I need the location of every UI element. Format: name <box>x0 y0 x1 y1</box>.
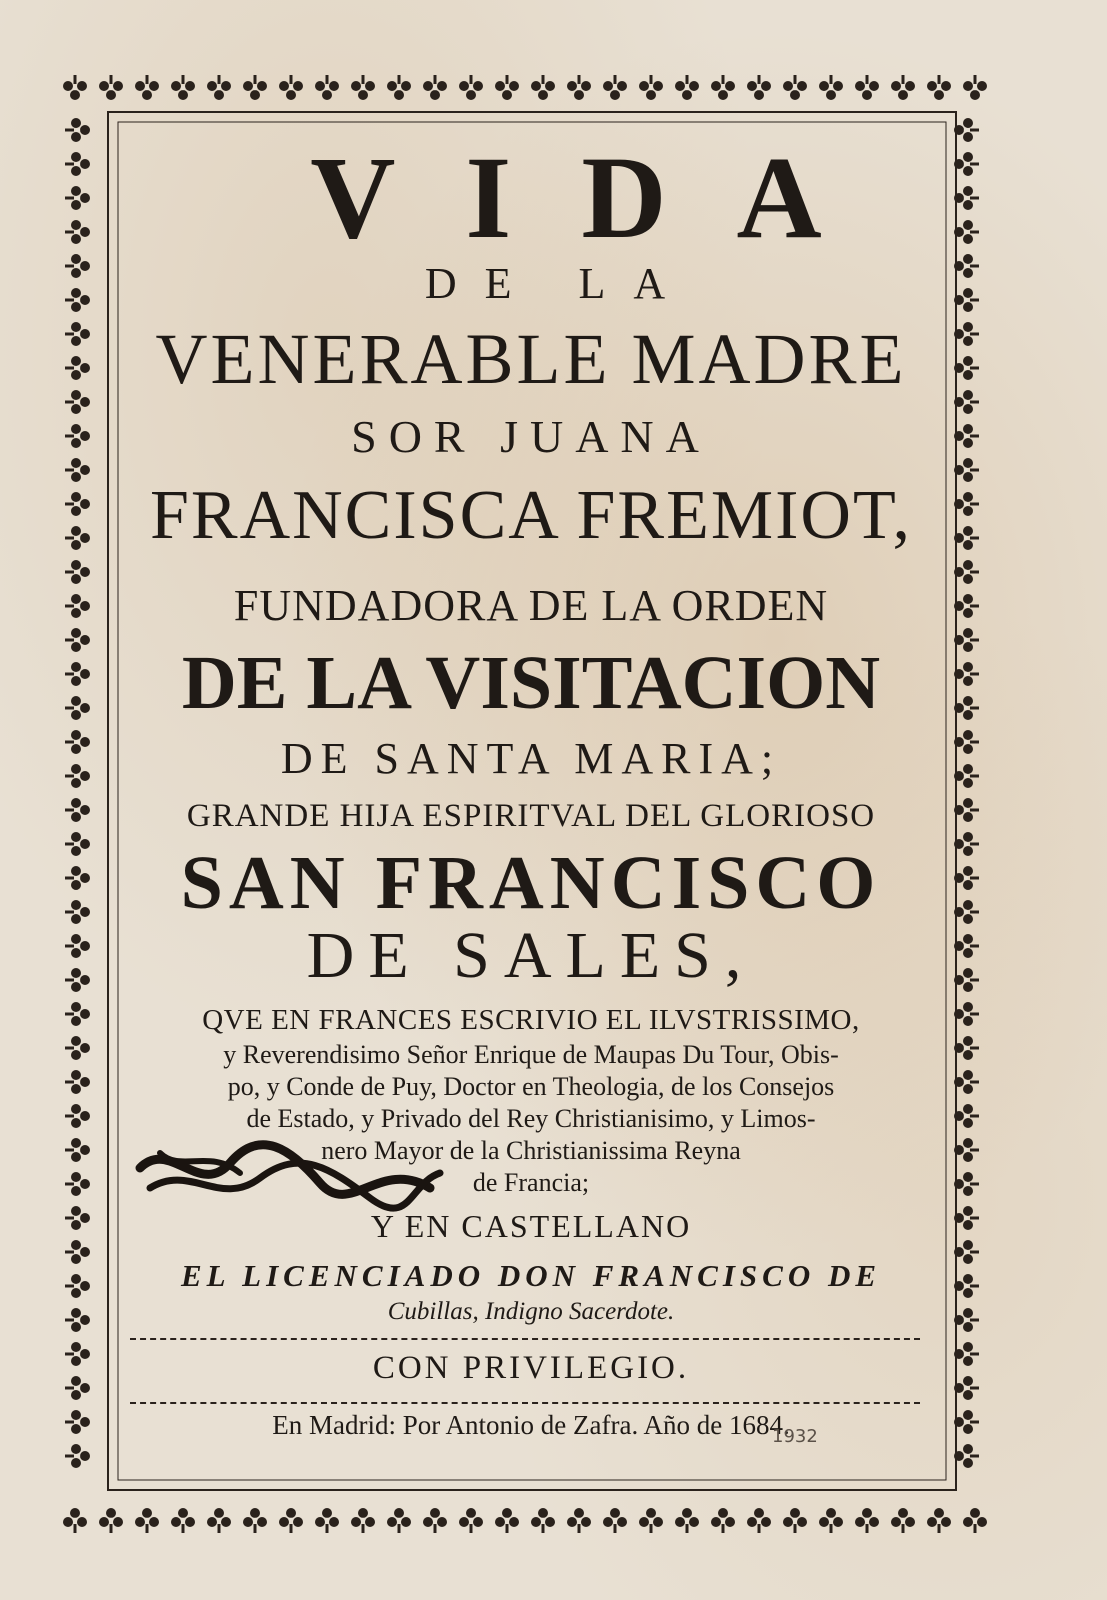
fleuron-ornament <box>99 75 123 100</box>
fleuron-ornament <box>531 1508 555 1533</box>
title-line-santa-maria: DE SANTA MARIA; <box>280 734 782 783</box>
fleuron-ornament <box>954 1002 979 1026</box>
fleuron-ornament <box>171 1508 195 1533</box>
fleuron-ornament <box>954 1376 979 1400</box>
fleuron-ornament <box>65 866 90 890</box>
fleuron-ornament <box>954 1206 979 1230</box>
fleuron-ornament <box>954 458 979 482</box>
fleuron-ornament <box>65 492 90 516</box>
fleuron-ornament <box>459 75 483 100</box>
fleuron-ornament <box>65 560 90 584</box>
fleuron-ornament <box>603 1508 627 1533</box>
fleuron-ornament <box>567 75 591 100</box>
fleuron-ornament <box>243 75 267 100</box>
fleuron-ornament <box>65 1342 90 1366</box>
accession-note: 1932 <box>772 1426 818 1447</box>
fleuron-ornament <box>954 526 979 550</box>
fleuron-ornament <box>65 526 90 550</box>
translator-line: EL LICENCIADO DON FRANCISCO DE <box>180 1258 882 1293</box>
fleuron-ornament <box>891 1508 915 1533</box>
imprint-line: En Madrid: Por Antonio de Zafra. Año de 1684. <box>272 1410 790 1440</box>
fleuron-ornament <box>65 390 90 414</box>
fleuron-ornament <box>639 1508 663 1533</box>
title-text-block <box>120 118 942 1488</box>
fleuron-ornament <box>639 75 663 100</box>
fleuron-ornament <box>65 152 90 176</box>
fleuron-ornament <box>747 75 771 100</box>
fleuron-ornament <box>891 75 915 100</box>
author-line-2: po, y Conde de Puy, Doctor en Theologia, de los Consejos <box>227 1072 835 1101</box>
fleuron-ornament <box>65 628 90 652</box>
fleuron-ornament <box>954 594 979 618</box>
title-line-fundadora: FUNDADORA DE LA ORDEN <box>233 581 829 630</box>
fleuron-ornament <box>65 934 90 958</box>
fleuron-ornament <box>65 1444 90 1468</box>
fleuron-ornament <box>423 1508 447 1533</box>
fleuron-ornament <box>65 288 90 312</box>
fleuron-ornament <box>243 1508 267 1533</box>
fleuron-ornament <box>65 1206 90 1230</box>
fleuron-ornament <box>954 1308 979 1332</box>
fleuron-ornament <box>531 75 555 100</box>
fleuron-ornament <box>207 1508 231 1533</box>
fleuron-ornament <box>65 1070 90 1094</box>
fleuron-ornament <box>954 968 979 992</box>
fleuron-ornament <box>65 1104 90 1128</box>
fleuron-ornament <box>171 75 195 100</box>
fleuron-ornament <box>927 1508 951 1533</box>
fleuron-ornament <box>954 424 979 448</box>
fleuron-ornament <box>207 75 231 100</box>
title-line-francisca: FRANCISCA FREMIOT, <box>149 477 913 554</box>
title-line-de-sales: DE SALES, <box>306 919 756 992</box>
fleuron-ornament <box>954 1172 979 1196</box>
fleuron-ornament <box>495 75 519 100</box>
fleuron-ornament <box>954 662 979 686</box>
fleuron-ornament <box>65 1410 90 1434</box>
main-title: VIDA <box>310 132 892 263</box>
fleuron-ornament <box>954 1104 979 1128</box>
fleuron-ornament <box>65 798 90 822</box>
fleuron-ornament <box>783 75 807 100</box>
fleuron-ornament <box>675 75 699 100</box>
fleuron-ornament <box>954 1070 979 1094</box>
translation-line: Y EN CASTELLANO <box>370 1208 692 1244</box>
fleuron-ornament <box>65 1138 90 1162</box>
fleuron-ornament <box>954 356 979 380</box>
fleuron-ornament <box>65 322 90 346</box>
fleuron-ornament <box>963 75 987 100</box>
fleuron-ornament <box>954 1274 979 1298</box>
fleuron-ornament <box>65 696 90 720</box>
fleuron-ornament <box>65 424 90 448</box>
fleuron-ornament <box>135 75 159 100</box>
privilege-line: CON PRIVILEGIO. <box>372 1350 690 1386</box>
divider-top <box>130 1338 920 1340</box>
fleuron-ornament <box>954 1240 979 1264</box>
fleuron-ornament <box>954 1342 979 1366</box>
fleuron-ornament <box>423 75 447 100</box>
fleuron-ornament <box>567 1508 591 1533</box>
fleuron-ornament <box>315 75 339 100</box>
fleuron-ornament <box>855 1508 879 1533</box>
fleuron-ornament <box>135 1508 159 1533</box>
title-line-visitacion: DE LA VISITACION <box>181 641 881 725</box>
fleuron-ornament <box>279 1508 303 1533</box>
fleuron-ornament <box>495 1508 519 1533</box>
fleuron-ornament <box>65 458 90 482</box>
fleuron-ornament <box>819 75 843 100</box>
fleuron-ornament <box>65 220 90 244</box>
fleuron-ornament <box>65 764 90 788</box>
fleuron-ornament <box>65 1036 90 1060</box>
fleuron-ornament <box>65 356 90 380</box>
author-line-4: nero Mayor de la Christianissima Reyna <box>321 1136 741 1165</box>
title-line-san-francisco: SAN FRANCISCO <box>180 841 882 925</box>
fleuron-ornament <box>387 1508 411 1533</box>
fleuron-ornament <box>65 186 90 210</box>
fleuron-ornament <box>927 75 951 100</box>
fleuron-ornament <box>65 1308 90 1332</box>
title-line-de-la: DE LA <box>424 259 694 308</box>
fleuron-ornament <box>65 1002 90 1026</box>
fleuron-ornament <box>954 1036 979 1060</box>
fleuron-ornament <box>65 1240 90 1264</box>
fleuron-ornament <box>65 1376 90 1400</box>
fleuron-ornament <box>954 798 979 822</box>
fleuron-ornament <box>747 1508 771 1533</box>
fleuron-ornament <box>954 696 979 720</box>
fleuron-ornament <box>65 968 90 992</box>
title-line-grande-hija: GRANDE HIJA ESPIRITVAL DEL GLORIOSO <box>186 798 876 834</box>
fleuron-ornament <box>351 75 375 100</box>
author-line-que: QVE EN FRANCES ESCRIVIO EL ILVSTRISSIMO, <box>202 1004 860 1036</box>
fleuron-ornament <box>711 75 735 100</box>
author-line-1: y Reverendisimo Señor Enrique de Maupas Du Tour, Obis- <box>223 1040 839 1069</box>
fleuron-ornament <box>954 730 979 754</box>
fleuron-ornament <box>65 730 90 754</box>
fleuron-ornament <box>459 1508 483 1533</box>
fleuron-ornament <box>63 75 87 100</box>
fleuron-ornament <box>99 1508 123 1533</box>
author-line-5: de Francia; <box>472 1168 590 1197</box>
fleuron-ornament <box>279 75 303 100</box>
fleuron-ornament <box>711 1508 735 1533</box>
fleuron-ornament <box>954 322 979 346</box>
fleuron-ornament <box>963 1508 987 1533</box>
fleuron-ornament <box>954 628 979 652</box>
fleuron-ornament <box>65 118 90 142</box>
fleuron-ornament <box>954 832 979 856</box>
title-line-sor: SOR JUANA <box>351 411 711 462</box>
fleuron-ornament <box>855 75 879 100</box>
fleuron-ornament <box>65 900 90 924</box>
fleuron-ornament <box>783 1508 807 1533</box>
fleuron-ornament <box>65 254 90 278</box>
divider-bottom <box>130 1402 920 1404</box>
translator-name-line: Cubillas, Indigno Sacerdote. <box>387 1298 675 1325</box>
fleuron-ornament <box>954 866 979 890</box>
title-line-venerable: VENERABLE MADRE <box>155 319 907 399</box>
fleuron-ornament <box>954 492 979 516</box>
fleuron-ornament <box>387 75 411 100</box>
fleuron-ornament <box>954 764 979 788</box>
fleuron-ornament <box>63 1508 87 1533</box>
fleuron-ornament <box>315 1508 339 1533</box>
fleuron-ornament <box>603 75 627 100</box>
fleuron-ornament <box>954 934 979 958</box>
author-line-3: de Estado, y Privado del Rey Christianisimo, y Limos- <box>246 1104 816 1133</box>
fleuron-ornament <box>65 832 90 856</box>
fleuron-ornament <box>675 1508 699 1533</box>
fleuron-ornament <box>65 594 90 618</box>
fleuron-ornament <box>954 560 979 584</box>
fleuron-ornament <box>65 662 90 686</box>
fleuron-ornament <box>954 900 979 924</box>
fleuron-ornament <box>954 1444 979 1468</box>
ink-scribble <box>130 1128 450 1218</box>
fleuron-ornament <box>65 1274 90 1298</box>
fleuron-ornament <box>954 1410 979 1434</box>
fleuron-ornament <box>954 390 979 414</box>
fleuron-ornament <box>954 1138 979 1162</box>
fleuron-ornament <box>819 1508 843 1533</box>
fleuron-ornament <box>65 1172 90 1196</box>
fleuron-ornament <box>351 1508 375 1533</box>
